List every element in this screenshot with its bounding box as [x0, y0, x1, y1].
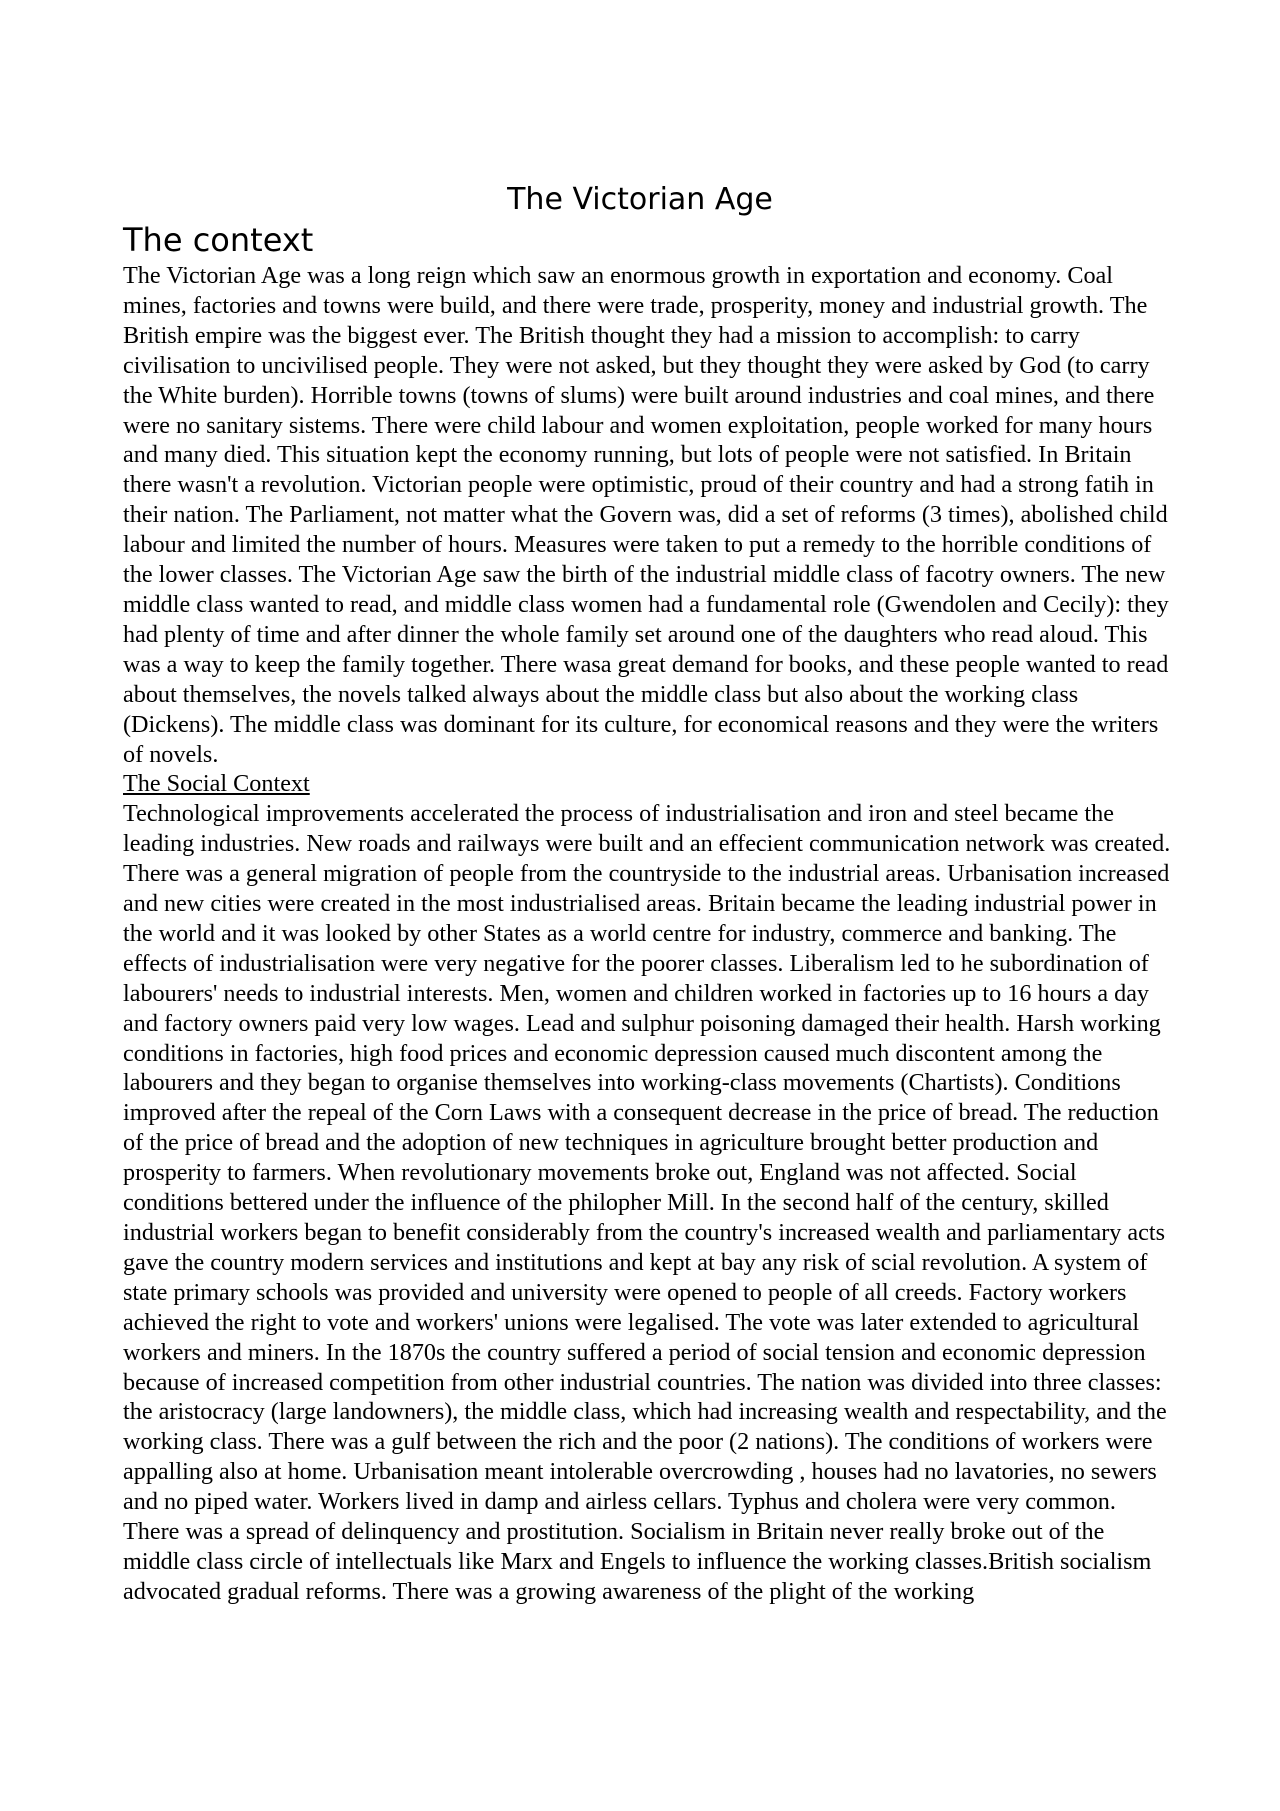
- paragraph-social-context: Technological improvements accelerated the process of industrialisation and iron and steel became the leading industries. New roads and railways were built and an effecient communication network was created. There was a general migration of people from the countryside to the industrial areas. Urbanisation increased and new cities were created in the most industrialised areas. Britain became the leading industrial power in the world and it was looked by other States as a world centre for industry, commerce and banking. The effects of industrialisation were very negative for the poorer classes. Liberalism led to he subordination of labourers' needs to industrial interests. Men, women and children worked in factories up to 16 hours a day and factory owners paid very low wages. Lead and sulphur poisoning damaged their health. Harsh working conditions in factories, high food prices and economic depression caused much discontent among the labourers and they began to organise themselves into working-class movements (Chartists). Conditions improved after the repeal of the Corn Laws with a consequent decrease in the price of bread. The reduction of the price of bread and the adoption of new techniques in agriculture brought better production and prosperity to farmers. When revolutionary movements broke out, England was not affected. Social conditions bettered under the influence of the philopher Mill. In the second half of the century, skilled industrial workers began to benefit considerably from the country's increased wealth and parliamentary acts gave the country modern services and institutions and kept at bay any risk of scial revolution. A system of state primary schools was provided and university were opened to people of all creeds. Factory workers achieved the right to vote and workers' unions were legalised. The vote was later extended to agricultural workers and miners. In the 1870s the country suffered a period of social tension and economic depression because of increased competition from other industrial countries. The nation was divided into three classes: the aristocracy (large landowners), the middle class, which had increasing wealth and respectability, and the working class. There was a gulf between the rich and the poor (2 nations). The conditions of workers were appalling also at home. Urbanisation meant intolerable overcrowding , houses had no lavatories, no sewers and no piped water. Workers lived in damp and airless cellars. Typhus and cholera were very common. There was a spread of delinquency and prostitution. Socialism in Britain never really broke out of the middle class circle of intellectuals like Marx and Engels to influence the working classes.British socialism advocated gradual reforms. There was a growing awareness of the plight of the working: [123, 800, 1171, 1605]
- section-heading-context: The context: [123, 221, 314, 259]
- paragraph-context: The Victorian Age was a long reign which saw an enormous growth in exportation and economy. Coal mines, factories and towns were build, and there were trade, prosperity, money and industrial growth. The British empire was the biggest ever. The British thought they had a mission to accomplish: to carry civilisation to uncivilised people. They were not asked, but they thought they were asked by God (to carry the White burden). Horrible towns (towns of slums) were built around industries and coal mines, and there were no sanitary sistems. There were child labour and women exploitation, people worked for many hours and many died. This situation kept the economy running, but lots of people were not satisfied. In Britain there wasn't a revolution. Victorian people were optimistic, proud of their country and had a strong fatih in their nation. The Parliament, not matter what the Govern was, did a set of reforms (3 times), abolished child labour and limited the number of hours. Measures were taken to put a remedy to the horrible conditions of the lower classes. The Victorian Age saw the birth of the industrial middle class of facotry owners. The new middle class wanted to read, and middle class women had a fundamental role (Gwendolen and Cecily): they had plenty of time and after dinner the whole family set around one of the daughters who read aloud. This was a way to keep the family together. There wasa great demand for books, and these people wanted to read about themselves, the novels talked always about the middle class but also about the working class (Dickens). The middle class was dominant for its culture, for economical reasons and they were the writers of novels.: [123, 262, 1169, 768]
- document-body: [123, 219, 1175, 1607]
- document-title: The Victorian Age: [507, 182, 773, 217]
- subheading-social-context: The Social Context: [123, 770, 310, 798]
